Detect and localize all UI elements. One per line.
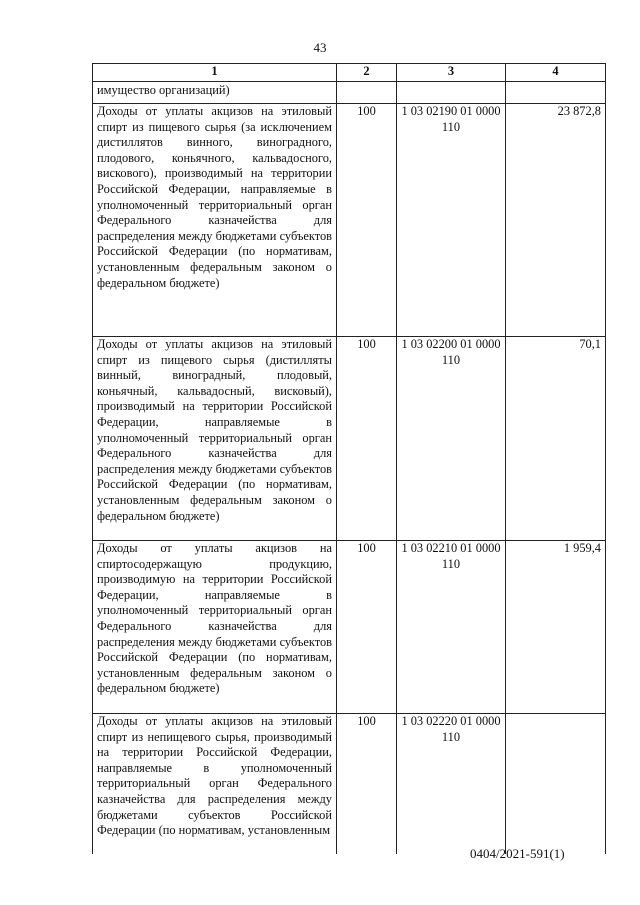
row-description: Доходы от уплаты акцизов на этиловый спирт из пищевого сырья (дистилляты винный, виноградный, плодовый, коньячный, кальвадосный, висковый), производимый на территории Российской Федерации, направляемые в уполномоченный территориальный орган Федерального казначейства для распределения между бюджетами субъектов Российской Федерации (по нормативам, установленным федеральным законом о федеральном бюджете) <box>93 337 337 541</box>
page-number: 43 <box>313 40 327 55</box>
row-revenue-code: 1 03 02220 01 0000 110 <box>397 714 506 855</box>
row-description: Доходы от уплаты акцизов на этиловый спирт из пищевого сырья (за исключением дистиллятов винного, виноградного, плодового, коньячного, кальвадосного, вискового), производимый на территории Российской Федерации, направляемые в уполномоченный территориальный орган Федерального казначейства для распределения между бюджетами субъектов Российской Федерации (по нормативам, установленным федеральным законом о федеральном бюджете) <box>93 104 337 337</box>
row-amount: 23 872,8 <box>506 104 606 337</box>
row-admin-code: 100 <box>337 337 397 541</box>
document-registration-number: 0404/2021-591(1) <box>470 846 565 861</box>
row-revenue-code: 1 03 02210 01 0000 110 <box>397 541 506 714</box>
row-description: Доходы от уплаты акцизов на спиртосодержащую продукцию, производимую на территории Российской Федерации, направляемые в уполномоченный территориальный орган Федерального казначейства для распределения между бюджетами субъектов Российской Федерации (по нормативам, установленным федеральным законом о федеральном бюджете) <box>93 541 337 714</box>
row-admin-code: 100 <box>337 104 397 337</box>
table-row <box>93 541 606 714</box>
table-row <box>93 337 606 541</box>
row-amount <box>506 714 606 855</box>
empty-cell <box>337 82 397 104</box>
row-revenue-code: 1 03 02200 01 0000 110 <box>397 337 506 541</box>
budget-revenue-table <box>92 63 606 854</box>
table-row <box>93 104 606 337</box>
header-col-2: 2 <box>337 64 397 82</box>
row-amount: 70,1 <box>506 337 606 541</box>
header-col-1: 1 <box>93 64 337 82</box>
row-admin-code: 100 <box>337 541 397 714</box>
row-revenue-code: 1 03 02190 01 0000 110 <box>397 104 506 337</box>
table-row <box>93 714 606 855</box>
table-row-continuation <box>93 82 606 104</box>
empty-cell <box>397 82 506 104</box>
header-col-4: 4 <box>506 64 606 82</box>
row-admin-code: 100 <box>337 714 397 855</box>
header-col-3: 3 <box>397 64 506 82</box>
empty-cell <box>506 82 606 104</box>
continuation-text: имущество организаций) <box>93 82 337 104</box>
row-description: Доходы от уплаты акцизов на этиловый спирт из непищевого сырья, производимый на территории Российской Федерации, направляемые в уполномоченный территориальный орган Федерального казначейства для распределения между бюджетами субъектов Российской Федерации (по нормативам, установленным <box>93 714 337 855</box>
table-header-row <box>93 64 606 82</box>
row-amount: 1 959,4 <box>506 541 606 714</box>
